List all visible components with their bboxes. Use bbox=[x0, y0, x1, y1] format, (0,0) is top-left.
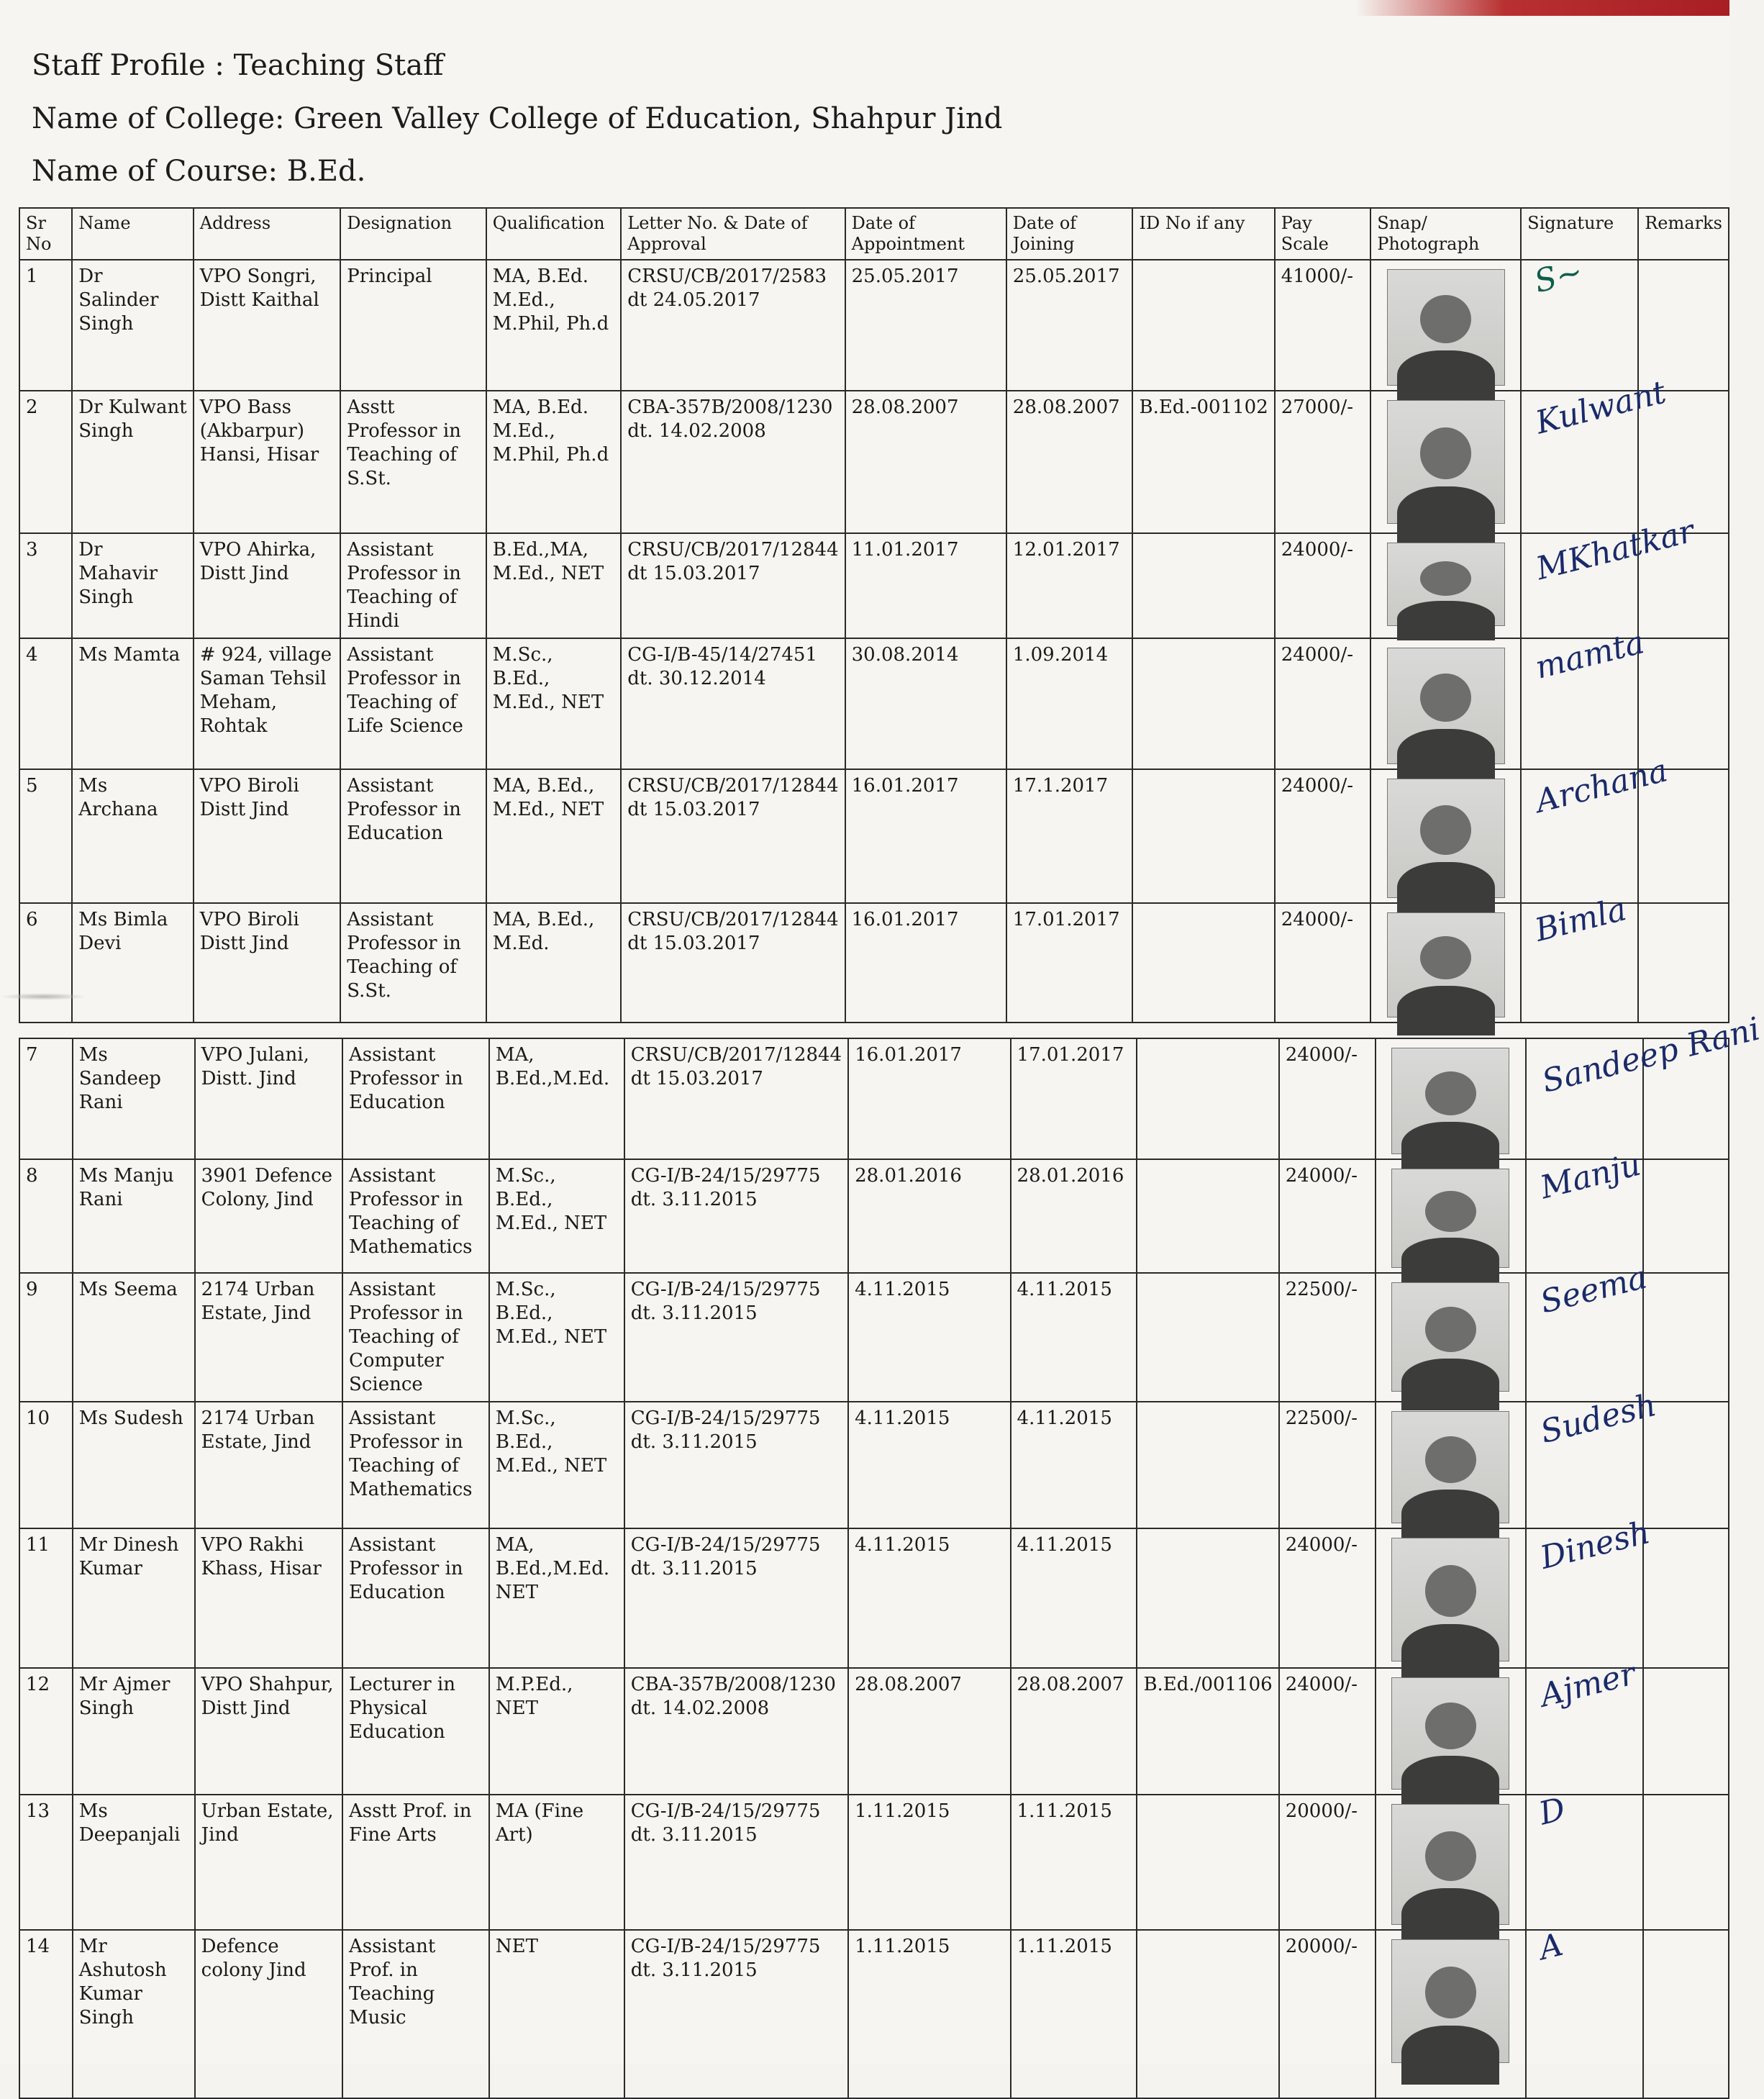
handwritten-signature: Manju bbox=[1537, 1146, 1645, 1207]
cell-qualification: NET bbox=[489, 1930, 624, 2098]
cell-letter: CG-I/B-24/15/29775 dt. 3.11.2015 bbox=[624, 1273, 848, 1402]
scan-smudge bbox=[0, 993, 86, 1000]
cell-photo bbox=[1376, 1402, 1527, 1528]
handwritten-signature: Sandeep Rani bbox=[1538, 1010, 1764, 1100]
cell-sr: 11 bbox=[19, 1528, 73, 1668]
cell-designation: Assistant Prof. in Teaching Music bbox=[342, 1930, 489, 2098]
cell-pay: 24000/- bbox=[1279, 1159, 1376, 1273]
cell-name: Ms Sudesh bbox=[73, 1402, 195, 1528]
cell-sr: 8 bbox=[19, 1159, 73, 1273]
cell-id bbox=[1132, 533, 1274, 638]
col-header-qualification: Qualification bbox=[486, 208, 621, 260]
cell-appointment: 16.01.2017 bbox=[845, 903, 1006, 1023]
cell-designation: Assistant Professor in Teaching of S.St. bbox=[340, 903, 486, 1023]
photo-head-shape bbox=[1425, 1565, 1476, 1616]
cell-id: B.Ed.-001102 bbox=[1132, 391, 1274, 533]
cell-designation: Assistant Professor in Teaching of Mathematics bbox=[342, 1159, 489, 1273]
cell-designation: Assistant Professor in Education bbox=[342, 1038, 489, 1159]
cell-sr: 10 bbox=[19, 1402, 73, 1528]
cell-address: # 924, village Saman Tehsil Meham, Rohtak bbox=[194, 638, 340, 769]
cell-joining: 28.08.2007 bbox=[1011, 1668, 1137, 1795]
col-header-designation: Designation bbox=[340, 208, 486, 260]
cell-name: Ms Sandeep Rani bbox=[73, 1038, 195, 1159]
cell-letter: CG-I/B-24/15/29775 dt. 3.11.2015 bbox=[624, 1159, 848, 1273]
cell-qualification: MA, B.Ed.,M.Ed. bbox=[489, 1038, 624, 1159]
cell-id bbox=[1137, 1273, 1278, 1402]
cell-name: Ms Bimla Devi bbox=[72, 903, 194, 1023]
cell-name: Ms Manju Rani bbox=[73, 1159, 195, 1273]
table-row-14 bbox=[19, 1930, 1729, 2098]
cell-letter: CBA-357B/2008/1230 dt. 14.02.2008 bbox=[621, 391, 845, 533]
handwritten-signature: Dinesh bbox=[1537, 1514, 1654, 1577]
cell-photo bbox=[1370, 769, 1521, 903]
cell-appointment: 28.01.2016 bbox=[848, 1159, 1010, 1273]
cell-joining: 1.09.2014 bbox=[1006, 638, 1133, 769]
cell-photo bbox=[1370, 260, 1521, 391]
cell-qualification: MA, B.Ed. M.Ed., M.Phil, Ph.d bbox=[486, 260, 621, 391]
cell-pay: 41000/- bbox=[1275, 260, 1370, 391]
photo-head-shape bbox=[1420, 805, 1471, 855]
cell-appointment: 1.11.2015 bbox=[848, 1930, 1010, 2098]
cell-photo bbox=[1370, 903, 1521, 1023]
cell-sr: 9 bbox=[19, 1273, 73, 1402]
staff-photo bbox=[1391, 1282, 1509, 1392]
table-row-9 bbox=[19, 1273, 1729, 1402]
col-header-joining: Date of Joining bbox=[1006, 208, 1133, 260]
cell-sr: 4 bbox=[19, 638, 72, 769]
table-row-11 bbox=[19, 1528, 1729, 1668]
table-row-2 bbox=[19, 391, 1729, 533]
staff-photo bbox=[1387, 269, 1505, 386]
cell-designation: Asstt Prof. in Fine Arts bbox=[342, 1795, 489, 1930]
photo-head-shape bbox=[1425, 1307, 1476, 1352]
cell-sr: 14 bbox=[19, 1930, 73, 2098]
cell-pay: 22500/- bbox=[1279, 1273, 1376, 1402]
cell-remarks bbox=[1638, 260, 1729, 391]
cell-designation: Asstt Professor in Teaching of S.St. bbox=[340, 391, 486, 533]
table-row-1 bbox=[19, 260, 1729, 391]
photo-shoulders-shape bbox=[1401, 1624, 1499, 1683]
cell-name: Dr Salinder Singh bbox=[72, 260, 194, 391]
cell-letter: CG-I/B-24/15/29775 dt. 3.11.2015 bbox=[624, 1930, 848, 2098]
cell-signature bbox=[1526, 1259, 1651, 1402]
cell-qualification: MA, B.Ed., M.Ed., NET bbox=[486, 769, 621, 903]
cell-qualification: M.Sc., B.Ed., M.Ed., NET bbox=[489, 1159, 624, 1273]
cell-designation: Assistant Professor in Teaching of Computer Science bbox=[342, 1273, 489, 1402]
cell-address: VPO Biroli Distt Jind bbox=[194, 903, 340, 1023]
cell-signature bbox=[1526, 1926, 1643, 2098]
cell-remarks bbox=[1643, 1528, 1729, 1668]
page-edge-mark bbox=[1355, 0, 1729, 16]
cell-designation: Assistant Professor in Teaching of Hindi bbox=[340, 533, 486, 638]
cell-photo bbox=[1376, 1930, 1527, 2098]
cell-designation: Principal bbox=[340, 260, 486, 391]
cell-appointment: 25.05.2017 bbox=[845, 260, 1006, 391]
cell-appointment: 4.11.2015 bbox=[848, 1402, 1010, 1528]
cell-letter: CG-I/B-45/14/27451 dt. 30.12.2014 bbox=[621, 638, 845, 769]
cell-photo bbox=[1376, 1795, 1527, 1930]
cell-id bbox=[1137, 1930, 1278, 2098]
handwritten-signature: Sudesh bbox=[1537, 1386, 1660, 1451]
cell-appointment: 4.11.2015 bbox=[848, 1273, 1010, 1402]
cell-id bbox=[1132, 638, 1274, 769]
cell-joining: 25.05.2017 bbox=[1006, 260, 1133, 391]
table-row-4 bbox=[19, 638, 1729, 769]
table-row-12 bbox=[19, 1668, 1729, 1795]
col-header-pay: Pay Scale bbox=[1275, 208, 1370, 260]
photo-head-shape bbox=[1420, 295, 1471, 343]
cell-remarks bbox=[1643, 1273, 1729, 1402]
cell-joining: 4.11.2015 bbox=[1011, 1528, 1137, 1668]
cell-address: Urban Estate, Jind bbox=[195, 1795, 342, 1930]
photo-head-shape bbox=[1420, 427, 1471, 479]
cell-id bbox=[1132, 260, 1274, 391]
handwritten-signature: Archana bbox=[1532, 752, 1672, 820]
cell-signature bbox=[1521, 752, 1672, 903]
cell-appointment: 28.08.2007 bbox=[845, 391, 1006, 533]
cell-pay: 27000/- bbox=[1275, 391, 1370, 533]
photo-head-shape bbox=[1425, 1831, 1476, 1882]
cell-sr: 5 bbox=[19, 769, 72, 903]
cell-appointment: 28.08.2007 bbox=[848, 1668, 1010, 1795]
cell-joining: 1.11.2015 bbox=[1011, 1930, 1137, 2098]
cell-name: Ms Mamta bbox=[72, 638, 194, 769]
cell-signature bbox=[1521, 253, 1638, 391]
cell-appointment: 30.08.2014 bbox=[845, 638, 1006, 769]
cell-signature bbox=[1521, 512, 1699, 638]
table-row-5 bbox=[19, 769, 1729, 903]
cell-address: VPO Songri, Distt Kaithal bbox=[194, 260, 340, 391]
photo-shoulders-shape bbox=[1397, 350, 1495, 406]
cell-sr: 13 bbox=[19, 1795, 73, 1930]
cell-letter: CG-I/B-24/15/29775 dt. 3.11.2015 bbox=[624, 1795, 848, 1930]
cell-qualification: MA, B.Ed.,M.Ed. NET bbox=[489, 1528, 624, 1668]
cell-qualification: M.P.Ed., NET bbox=[489, 1668, 624, 1795]
cell-photo bbox=[1376, 1668, 1527, 1795]
photo-head-shape bbox=[1425, 1071, 1476, 1115]
cell-qualification: M.Sc., B.Ed., M.Ed., NET bbox=[489, 1273, 624, 1402]
handwritten-signature: D bbox=[1535, 1790, 1570, 1833]
photo-shoulders-shape bbox=[1397, 729, 1495, 784]
document-title: Staff Profile : Teaching Staff bbox=[32, 49, 444, 82]
photo-shoulders-shape bbox=[1401, 1359, 1499, 1410]
cell-joining: 17.01.2017 bbox=[1011, 1038, 1137, 1159]
cell-signature bbox=[1526, 1514, 1654, 1668]
cell-id bbox=[1137, 1038, 1278, 1159]
cell-signature bbox=[1526, 1010, 1764, 1159]
cell-appointment: 4.11.2015 bbox=[848, 1528, 1010, 1668]
staff-photo bbox=[1391, 1538, 1509, 1661]
cell-letter: CRSU/CB/2017/12844 dt 15.03.2017 bbox=[624, 1038, 848, 1159]
cell-letter: CRSU/CB/2017/12844 dt 15.03.2017 bbox=[621, 533, 845, 638]
cell-name: Ms Seema bbox=[73, 1273, 195, 1402]
cell-qualification: M.Sc., B.Ed., M.Ed., NET bbox=[489, 1402, 624, 1528]
staff-photo bbox=[1391, 1804, 1509, 1925]
table-row-10 bbox=[19, 1402, 1729, 1528]
cell-name: Dr Mahavir Singh bbox=[72, 533, 194, 638]
cell-remarks bbox=[1638, 638, 1729, 769]
cell-id bbox=[1137, 1795, 1278, 1930]
cell-pay: 24000/- bbox=[1275, 638, 1370, 769]
cell-appointment: 16.01.2017 bbox=[845, 769, 1006, 903]
col-header-letter: Letter No. & Date of Approval bbox=[621, 208, 845, 260]
cell-address: 2174 Urban Estate, Jind bbox=[195, 1273, 342, 1402]
cell-photo bbox=[1370, 533, 1521, 638]
cell-pay: 24000/- bbox=[1275, 769, 1370, 903]
cell-joining: 1.11.2015 bbox=[1011, 1795, 1137, 1930]
cell-designation: Assistant Professor in Education bbox=[342, 1528, 489, 1668]
cell-photo bbox=[1376, 1038, 1527, 1159]
photo-head-shape bbox=[1425, 1703, 1476, 1749]
staff-photo bbox=[1387, 400, 1505, 524]
cell-photo bbox=[1370, 391, 1521, 533]
photo-head-shape bbox=[1420, 561, 1471, 596]
cell-name: Mr Ajmer Singh bbox=[73, 1668, 195, 1795]
cell-joining: 4.11.2015 bbox=[1011, 1402, 1137, 1528]
cell-letter: CG-I/B-24/15/29775 dt. 3.11.2015 bbox=[624, 1402, 848, 1528]
cell-qualification: MA (Fine Art) bbox=[489, 1795, 624, 1930]
cell-sr: 3 bbox=[19, 533, 72, 638]
photo-shoulders-shape bbox=[1401, 1238, 1499, 1284]
cell-pay: 24000/- bbox=[1275, 533, 1370, 638]
cell-address: VPO Julani, Distt. Jind bbox=[195, 1038, 342, 1159]
cell-name: Dr Kulwant Singh bbox=[72, 391, 194, 533]
col-header-remarks: Remarks bbox=[1638, 208, 1729, 260]
cell-address: VPO Bass (Akbarpur) Hansi, Hisar bbox=[194, 391, 340, 533]
handwritten-signature: Bimla bbox=[1531, 891, 1630, 949]
cell-letter: CRSU/CB/2017/12844 dt 15.03.2017 bbox=[621, 769, 845, 903]
cell-photo bbox=[1376, 1273, 1527, 1402]
cell-appointment: 1.11.2015 bbox=[848, 1795, 1010, 1930]
cell-pay: 20000/- bbox=[1279, 1930, 1376, 2098]
cell-id bbox=[1137, 1402, 1278, 1528]
handwritten-signature: MKhatkar bbox=[1532, 512, 1699, 588]
table-row-8 bbox=[19, 1159, 1729, 1273]
handwritten-signature: S~ bbox=[1530, 253, 1587, 301]
staff-photo bbox=[1391, 1939, 1509, 2063]
cell-name: Ms Deepanjali bbox=[73, 1795, 195, 1930]
cell-id bbox=[1132, 903, 1274, 1023]
cell-address: 3901 Defence Colony, Jind bbox=[195, 1159, 342, 1273]
col-header-photo: Snap/ Photograph bbox=[1370, 208, 1521, 260]
col-header-signature: Signature bbox=[1521, 208, 1638, 260]
table-header-row bbox=[19, 208, 1729, 260]
photo-shoulders-shape bbox=[1397, 862, 1495, 919]
cell-id bbox=[1132, 769, 1274, 903]
col-header-id: ID No if any bbox=[1132, 208, 1274, 260]
photo-shoulders-shape bbox=[1401, 1122, 1499, 1172]
cell-pay: 22500/- bbox=[1279, 1402, 1376, 1528]
staff-table-part-2 bbox=[19, 1010, 1764, 2099]
photo-shoulders-shape bbox=[1401, 1490, 1499, 1543]
col-header-address: Address bbox=[194, 208, 340, 260]
cell-appointment: 16.01.2017 bbox=[848, 1038, 1010, 1159]
photo-head-shape bbox=[1420, 674, 1471, 722]
cell-photo bbox=[1376, 1528, 1527, 1668]
cell-signature bbox=[1526, 1790, 1643, 1930]
col-header-appointment: Date of Appointment bbox=[845, 208, 1006, 260]
cell-pay: 20000/- bbox=[1279, 1795, 1376, 1930]
cell-letter: CG-I/B-24/15/29775 dt. 3.11.2015 bbox=[624, 1528, 848, 1668]
cell-pay: 24000/- bbox=[1275, 903, 1370, 1023]
cell-qualification: B.Ed.,MA, M.Ed., NET bbox=[486, 533, 621, 638]
cell-signature bbox=[1521, 373, 1670, 533]
cell-appointment: 11.01.2017 bbox=[845, 533, 1006, 638]
photo-head-shape bbox=[1425, 1191, 1476, 1232]
cell-joining: 12.01.2017 bbox=[1006, 533, 1133, 638]
photo-head-shape bbox=[1420, 936, 1471, 979]
cell-sr: 2 bbox=[19, 391, 72, 533]
staff-photo bbox=[1391, 1048, 1509, 1154]
cell-joining: 28.08.2007 bbox=[1006, 391, 1133, 533]
photo-shoulders-shape bbox=[1401, 1888, 1499, 1946]
cell-signature bbox=[1526, 1655, 1643, 1795]
cell-designation: Lecturer in Physical Education bbox=[342, 1668, 489, 1795]
college-name: Name of College: Green Valley College of Education, Shahpur Jind bbox=[32, 102, 1003, 135]
cell-joining: 17.1.2017 bbox=[1006, 769, 1133, 903]
staff-photo bbox=[1391, 1677, 1509, 1790]
cell-name: Mr Dinesh Kumar bbox=[73, 1528, 195, 1668]
cell-joining: 28.01.2016 bbox=[1011, 1159, 1137, 1273]
staff-photo bbox=[1391, 1169, 1509, 1268]
photo-shoulders-shape bbox=[1401, 2026, 1499, 2085]
cell-address: 2174 Urban Estate, Jind bbox=[195, 1402, 342, 1528]
staff-photo bbox=[1387, 912, 1505, 1017]
cell-pay: 24000/- bbox=[1279, 1668, 1376, 1795]
cell-letter: CRSU/CB/2017/12844 dt 15.03.2017 bbox=[621, 903, 845, 1023]
cell-remarks bbox=[1643, 1795, 1729, 1930]
photo-shoulders-shape bbox=[1397, 601, 1495, 640]
cell-photo bbox=[1376, 1159, 1527, 1273]
handwritten-signature: Ajmer bbox=[1537, 1655, 1640, 1715]
table-row-13 bbox=[19, 1795, 1729, 1930]
handwritten-signature: Seema bbox=[1537, 1259, 1651, 1321]
cell-signature bbox=[1526, 1386, 1660, 1528]
col-header-sr: Sr No bbox=[19, 208, 72, 260]
cell-pay: 24000/- bbox=[1279, 1038, 1376, 1159]
cell-remarks bbox=[1638, 903, 1729, 1023]
cell-qualification: MA, B.Ed., M.Ed. bbox=[486, 903, 621, 1023]
cell-pay: 24000/- bbox=[1279, 1528, 1376, 1668]
cell-address: VPO Shahpur, Distt Jind bbox=[195, 1668, 342, 1795]
handwritten-signature: A bbox=[1535, 1926, 1567, 1968]
cell-address: VPO Rakhi Khass, Hisar bbox=[195, 1528, 342, 1668]
cell-remarks bbox=[1643, 1930, 1729, 2098]
cell-qualification: M.Sc., B.Ed., M.Ed., NET bbox=[486, 638, 621, 769]
cell-address: VPO Biroli Distt Jind bbox=[194, 769, 340, 903]
cell-signature bbox=[1521, 624, 1648, 769]
table-row-7 bbox=[19, 1038, 1729, 1159]
cell-letter: CRSU/CB/2017/2583 dt 24.05.2017 bbox=[621, 260, 845, 391]
table-row-3 bbox=[19, 533, 1729, 638]
cell-id: B.Ed./001106 bbox=[1137, 1668, 1278, 1795]
handwritten-signature: Kulwant bbox=[1532, 373, 1670, 442]
cell-name: Ms Archana bbox=[72, 769, 194, 903]
cell-qualification: MA, B.Ed. M.Ed., M.Phil, Ph.d bbox=[486, 391, 621, 533]
course-name: Name of Course: B.Ed. bbox=[32, 155, 366, 188]
table-row-6 bbox=[19, 903, 1729, 1023]
cell-photo bbox=[1370, 638, 1521, 769]
staff-photo bbox=[1387, 648, 1505, 764]
photo-head-shape bbox=[1425, 1436, 1476, 1483]
cell-letter: CBA-357B/2008/1230 dt. 14.02.2008 bbox=[624, 1668, 848, 1795]
cell-designation: Assistant Professor in Teaching of Life Science bbox=[340, 638, 486, 769]
cell-address: Defence colony Jind bbox=[195, 1930, 342, 2098]
col-header-name: Name bbox=[72, 208, 194, 260]
photo-shoulders-shape bbox=[1397, 486, 1495, 545]
cell-remarks bbox=[1643, 1668, 1729, 1795]
staff-table-part-1 bbox=[19, 207, 1729, 1023]
photo-shoulders-shape bbox=[1401, 1756, 1499, 1809]
cell-designation: Assistant Professor in Teaching of Mathematics bbox=[342, 1402, 489, 1528]
staff-photo bbox=[1387, 779, 1505, 898]
cell-signature bbox=[1526, 1146, 1645, 1273]
cell-id bbox=[1137, 1528, 1278, 1668]
staff-photo bbox=[1387, 543, 1505, 626]
cell-sr: 6 bbox=[19, 903, 72, 1023]
cell-signature bbox=[1521, 891, 1638, 1023]
cell-designation: Assistant Professor in Education bbox=[340, 769, 486, 903]
cell-id bbox=[1137, 1159, 1278, 1273]
cell-sr: 12 bbox=[19, 1668, 73, 1795]
cell-sr: 1 bbox=[19, 260, 72, 391]
cell-name: Mr Ashutosh Kumar Singh bbox=[73, 1930, 195, 2098]
staff-photo bbox=[1391, 1411, 1509, 1523]
cell-address: VPO Ahirka, Distt Jind bbox=[194, 533, 340, 638]
cell-joining: 17.01.2017 bbox=[1006, 903, 1133, 1023]
handwritten-signature: mamta bbox=[1532, 624, 1648, 686]
photo-shoulders-shape bbox=[1397, 986, 1495, 1035]
cell-sr: 7 bbox=[19, 1038, 73, 1159]
cell-joining: 4.11.2015 bbox=[1011, 1273, 1137, 1402]
cell-remarks bbox=[1643, 1159, 1729, 1273]
photo-head-shape bbox=[1425, 1967, 1476, 2018]
